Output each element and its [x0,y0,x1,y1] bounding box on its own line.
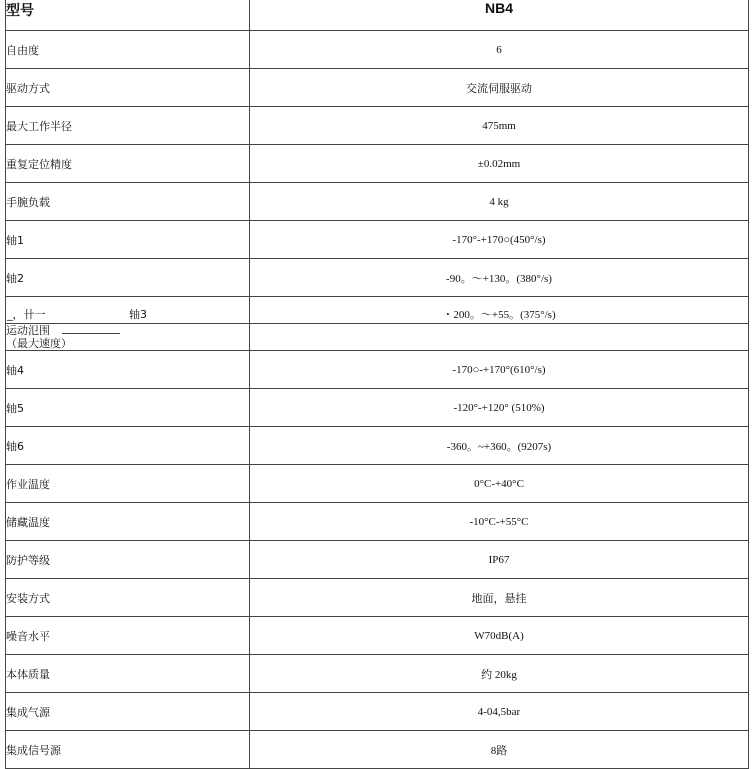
axis-row [6,259,749,297]
axis-value: -90。〜+130。(380°/s) [250,259,749,297]
table-row [6,145,749,183]
row-label: 作业温度 [6,465,250,503]
axis-value: -120°-+120° (510%) [250,389,749,427]
axis-row [6,351,749,389]
axis-row [6,297,749,324]
row-label: 集成信号源 [6,731,250,769]
axis-label: 轴1 [6,221,250,259]
axis-label: 轴6 [6,427,250,465]
row-value: W70dB(A) [250,617,749,655]
row-value: 4 kg [250,183,749,221]
table-row [6,541,749,579]
table-row [6,107,749,145]
header-label: 型号 [6,0,250,31]
axis-value: ・200。〜+55。(375°/s) [250,297,749,324]
axis-label: 轴2 [6,259,250,297]
row-value: 6 [250,31,749,69]
motion-range-title: 运动氾围 [6,324,50,337]
table-row [6,617,749,655]
row-value: 地面，悬挂 [250,579,749,617]
table-row [6,465,749,503]
underline [62,324,120,334]
axis3-prefix: _，卄一 [7,308,46,321]
row-value: 475mm [250,107,749,145]
row-label: 安装方式 [6,579,250,617]
table-header-row [6,0,749,31]
axis-value: -360。~+360。(9207s) [250,427,749,465]
row-label: 储藏温度 [6,503,250,541]
header-value: NB4 [250,0,749,31]
motion-range-label [6,324,250,351]
table-row [6,655,749,693]
row-label: 重复定位精度 [6,145,250,183]
row-value: 8路 [250,731,749,769]
motion-range-subtitle: （最大速度） [6,337,72,350]
table-row [6,579,749,617]
row-label: 防护等级 [6,541,250,579]
table-row [6,69,749,107]
table-row [6,693,749,731]
axis-row [6,427,749,465]
axis-value: -170○-+170°(610°/s) [250,351,749,389]
row-label: 手腕负载 [6,183,250,221]
row-value: 约 20kg [250,655,749,693]
row-value: IP67 [250,541,749,579]
row-label: 噪音水平 [6,617,250,655]
table-row [6,31,749,69]
row-value: 0°C-+40°C [250,465,749,503]
axis-row [6,389,749,427]
row-label: 本体质量 [6,655,250,693]
axis-row [6,221,749,259]
motion-range-row [6,324,749,351]
row-label: 集成气源 [6,693,250,731]
table-row [6,503,749,541]
row-value: 4-04,5bar [250,693,749,731]
row-value: -10°C-+55°C [250,503,749,541]
table-row [6,731,749,769]
spec-table [5,0,749,769]
axis-value: -170°-+170○(450°/s) [250,221,749,259]
row-label: 自由度 [6,31,250,69]
row-label: 驱动方式 [6,69,250,107]
row-label: 最大工作半径 [6,107,250,145]
axis3-label-cell [6,297,250,324]
axis-label: 轴4 [6,351,250,389]
axis-label: 轴3 [129,308,147,321]
axis-label: 轴5 [6,389,250,427]
motion-range-value [250,324,749,351]
row-value: 交流伺服驱动 [250,69,749,107]
row-value: ±0.02mm [250,145,749,183]
table-row [6,183,749,221]
